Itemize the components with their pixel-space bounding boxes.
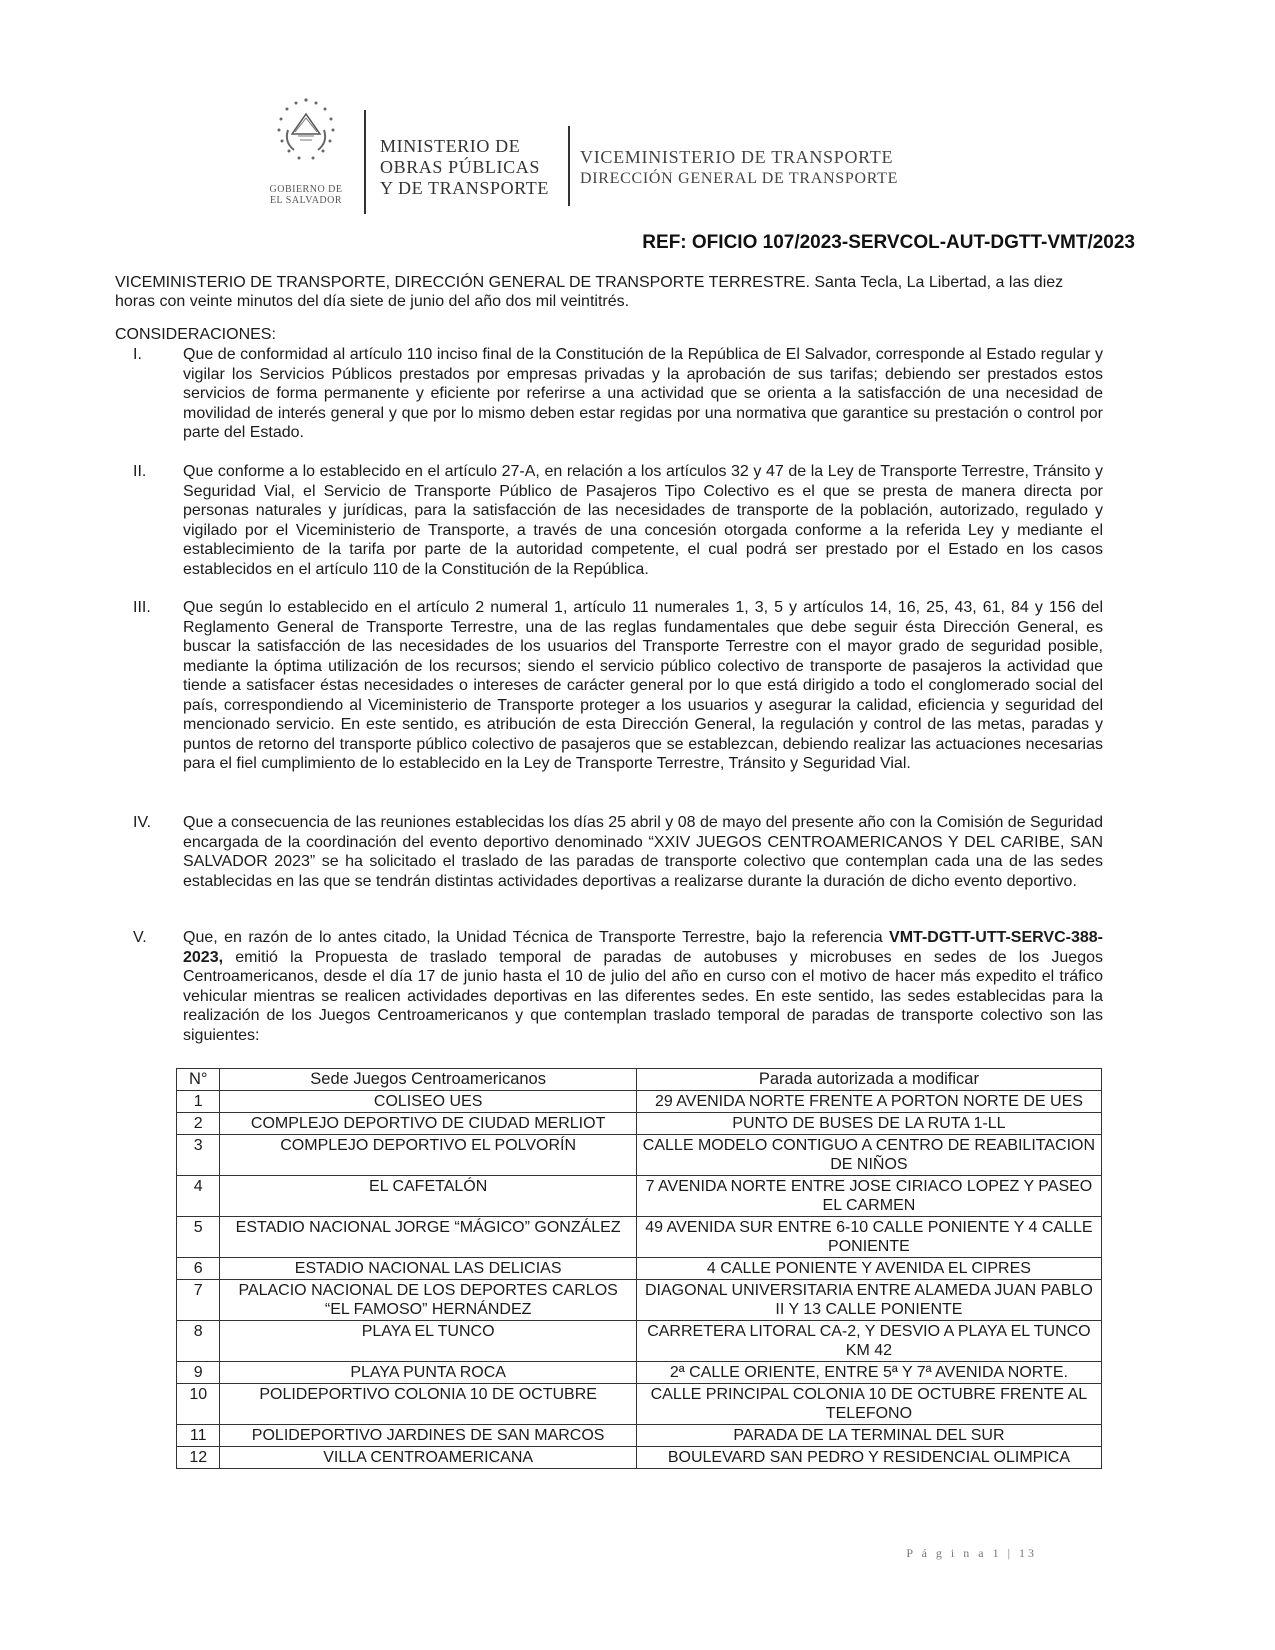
table-cell: PUNTO DE BUSES DE LA RUTA 1-LL [636,1113,1101,1135]
table-cell: CALLE MODELO CONTIGUO A CENTRO DE REABILITACION DE NIÑOS [636,1135,1101,1176]
table-row [177,1362,1102,1384]
vice-line-1: VICEMINISTERIO DE TRANSPORTE [580,147,894,167]
ministry-line-1: MINISTERIO DE [380,136,521,156]
table-row [177,1135,1102,1176]
item-number: IV. [133,814,152,831]
table-cell: 49 AVENIDA SUR ENTRE 6-10 CALLE PONIENTE Y 4 CALLE PONIENTE [636,1217,1101,1258]
table-cell: 12 [177,1447,220,1469]
letterhead [262,96,962,224]
table-cell: 4 CALLE PONIENTE Y AVENIDA EL CIPRES [636,1258,1101,1280]
item-text: Que de conformidad al artículo 110 inciso final de la Constitución de la República de El Salvador, corresponde al Estado regular y vigilar los Servicios Públicos prestados por empresas privadas y la aprobación de sus tarifas; debiendo ser prestados estos servicios de forma permanente y eficiente por referirse a una actividad que se orienta a la satisfacción de una necesidad de movilidad de interés general y que por lo mismo deben estar regidas por una normativa que garantice su prestación o control por parte del Estado. [183,346,1103,441]
table-cell: ESTADIO NACIONAL LAS DELICIAS [220,1258,636,1280]
table-cell: 6 [177,1258,220,1280]
vice-ministry-name [580,146,980,190]
item-number: III. [133,599,151,616]
intro-text: Santa Tecla, La Libertad, a las diez horas con veinte minutos del día siete de junio del año dos mil veintitrés. [115,274,1064,310]
table-row [177,1217,1102,1258]
table-row [177,1113,1102,1135]
table-header-row [177,1069,1102,1091]
item-number: I. [133,346,142,363]
considerations-title: CONSIDERACIONES: [115,326,276,343]
vice-line-2: DIRECCIÓN GENERAL DE TRANSPORTE [580,170,899,187]
table-cell: PALACIO NACIONAL DE LOS DEPORTES CARLOS “EL FAMOSO” HERNÁNDEZ [220,1280,636,1321]
table-row [177,1321,1102,1362]
table-cell: 4 [177,1176,220,1217]
table-cell: 10 [177,1384,220,1425]
item-text: Que conforme a lo establecido en el artículo 27-A, en relación a los artículos 32 y 47 de la Ley de Transporte Terrestre, Tránsito y Seguridad Vial, el Servicio de Transporte Público de Pasajeros Tipo Colectivo es el que se presta de manera directa por personas naturales y jurídicas, para la satisfacción de las necesidades de transporte de la población, autorizado, regulado y vigilado por el Viceministerio de Transporte, a través de una concesión otorgada conforme a la referida Ley y mediante el establecimiento de la tarifa por parte de la autoridad competente, el cual podrá ser prestado por el Estado en los casos establecidos en el artículo 110 de la Constitución de la República. [183,463,1103,578]
table-row [177,1280,1102,1321]
coat-of-arms-icon [262,96,350,180]
table-cell: PLAYA EL TUNCO [220,1321,636,1362]
seal-caption [258,184,354,206]
item-reference: VMT-DGTT-UTT-SERVC-388-2023, [183,929,1103,966]
column-header: Sede Juegos Centroamericanos [220,1069,636,1091]
page-number: P á g i n a 1 | 13 [906,1546,1037,1560]
seal-caption-line-2: EL SALVADOR [269,195,343,206]
table-cell: PLAYA PUNTA ROCA [220,1362,636,1384]
intro-heading: VICEMINISTERIO DE TRANSPORTE, DIRECCIÓN GENERAL DE TRANSPORTE TERRESTRE. [115,274,810,291]
item-number: II. [133,463,147,480]
table-cell: 7 [177,1280,220,1321]
table-cell: ESTADIO NACIONAL JORGE “MÁGICO” GONZÁLEZ [220,1217,636,1258]
table-cell: COLISEO UES [220,1091,636,1113]
seal-caption-line-1: GOBIERNO DE [269,184,343,195]
header-divider [364,110,366,214]
intro-paragraph [115,273,1105,311]
table-cell: COMPLEJO DEPORTIVO EL POLVORÍN [220,1135,636,1176]
table-row [177,1384,1102,1425]
table-cell: 9 [177,1362,220,1384]
table-cell: 2ª CALLE ORIENTE, ENTRE 5ª Y 7ª AVENIDA NORTE. [636,1362,1101,1384]
table-cell: COMPLEJO DEPORTIVO DE CIUDAD MERLIOT [220,1113,636,1135]
table-cell: CARRETERA LITORAL CA-2, Y DESVIO A PLAYA EL TUNCO KM 42 [636,1321,1101,1362]
item-text: Que a consecuencia de las reuniones establecidas los días 25 abril y 08 de mayo del presente año con la Comisión de Seguridad encargada de la coordinación del evento deportivo denominado “XXIV JUEGOS CENTROAMERICANOS Y DEL CARIBE, SAN SALVADOR 2023” se ha solicitado el traslado de las paradas de transporte colectivo que contemplan cada una de las sedes establecidas en las que se tendrán distintas actividades deportivas a realizarse durante la duración de dicho evento deportivo. [183,814,1103,890]
table-cell: 1 [177,1091,220,1113]
table-row [177,1425,1102,1447]
table-cell: 29 AVENIDA NORTE FRENTE A PORTON NORTE DE UES [636,1091,1101,1113]
column-header: N° [177,1069,220,1091]
table-row [177,1176,1102,1217]
item-number: V. [133,929,147,946]
item-text-part: emitió la Propuesta de traslado temporal de paradas de autobuses y microbuses en sedes de los Juegos Centroamericanos, desde el día 17 de junio hasta el 10 de julio del año en curso con el motivo de hacer más expedito el tráfico vehicular mientras se realicen actividades deportivas en las diferentes sedes. En este sentido, las sedes establecidas para la realización de los Juegos Centroamericanos y que contemplan traslado temporal de paradas de transporte colectivo son las siguientes: [183,948,1103,1044]
table-row [177,1447,1102,1469]
header-divider [568,126,570,206]
item-text [183,928,1103,1045]
table-cell: 2 [177,1113,220,1135]
ministry-line-3: Y DE TRANSPORTE [380,178,549,198]
table-cell: 11 [177,1425,220,1447]
table-cell: 8 [177,1321,220,1362]
table-cell: 3 [177,1135,220,1176]
table-body [177,1091,1102,1469]
sedes-table [176,1068,1102,1469]
table-cell: VILLA CENTROAMERICANA [220,1447,636,1469]
ministry-line-2: OBRAS PÚBLICAS [380,157,540,177]
item-text-part: Que, en razón de lo antes citado, la Unidad Técnica de Transporte Terrestre, bajo la referencia [183,929,890,946]
table-cell: EL CAFETALÓN [220,1176,636,1217]
table-cell: DIAGONAL UNIVERSITARIA ENTRE ALAMEDA JUAN PABLO II Y 13 CALLE PONIENTE [636,1280,1101,1321]
reference-number: REF: OFICIO 107/2023-SERVCOL-AUT-DGTT-VMT/2023 [642,232,1135,253]
item-text: Que según lo establecido en el artículo 2 numeral 1, artículo 11 numerales 1, 3, 5 y artículos 14, 16, 25, 43, 61, 84 y 156 del Reglamento General de Transporte Terrestre, una de las reglas fundamentales que debe seguir ésta Dirección General, es buscar la satisfacción de las necesidades de los usuarios del Transporte Terrestre con el mayor grado de seguridad posible, mediante la óptima utilización de los recursos; siendo el servicio público colectivo de transporte de pasajeros la actividad que tiende a satisfacer éstas necesidades o intereses de carácter general por lo que está dirigido a todo el conglomerado social del país, correspondiendo al Viceministerio de Transporte proteger a los usuarios y asegurar la calidad, eficiencia y seguridad del mencionado servicio. En este sentido, es atribución de esta Dirección General, la regulación y control de las metas, paradas y puntos de retorno del transporte público colectivo de pasajeros que se establezcan, debiendo realizar las actuaciones necesarias para el fiel cumplimiento de lo establecido en la Ley de Transporte Terrestre, Tránsito y Seguridad Vial. [183,599,1103,772]
table-cell: 5 [177,1217,220,1258]
table-row [177,1091,1102,1113]
table-row [177,1258,1102,1280]
table-cell: POLIDEPORTIVO COLONIA 10 DE OCTUBRE [220,1384,636,1425]
table-cell: CALLE PRINCIPAL COLONIA 10 DE OCTUBRE FRENTE AL TELEFONO [636,1384,1101,1425]
table-cell: PARADA DE LA TERMINAL DEL SUR [636,1425,1101,1447]
column-header: Parada autorizada a modificar [636,1069,1101,1091]
table-cell: 7 AVENIDA NORTE ENTRE JOSE CIRIACO LOPEZ Y PASEO EL CARMEN [636,1176,1101,1217]
ministry-name [380,136,560,199]
table-cell: BOULEVARD SAN PEDRO Y RESIDENCIAL OLIMPICA [636,1447,1101,1469]
table-cell: POLIDEPORTIVO JARDINES DE SAN MARCOS [220,1425,636,1447]
